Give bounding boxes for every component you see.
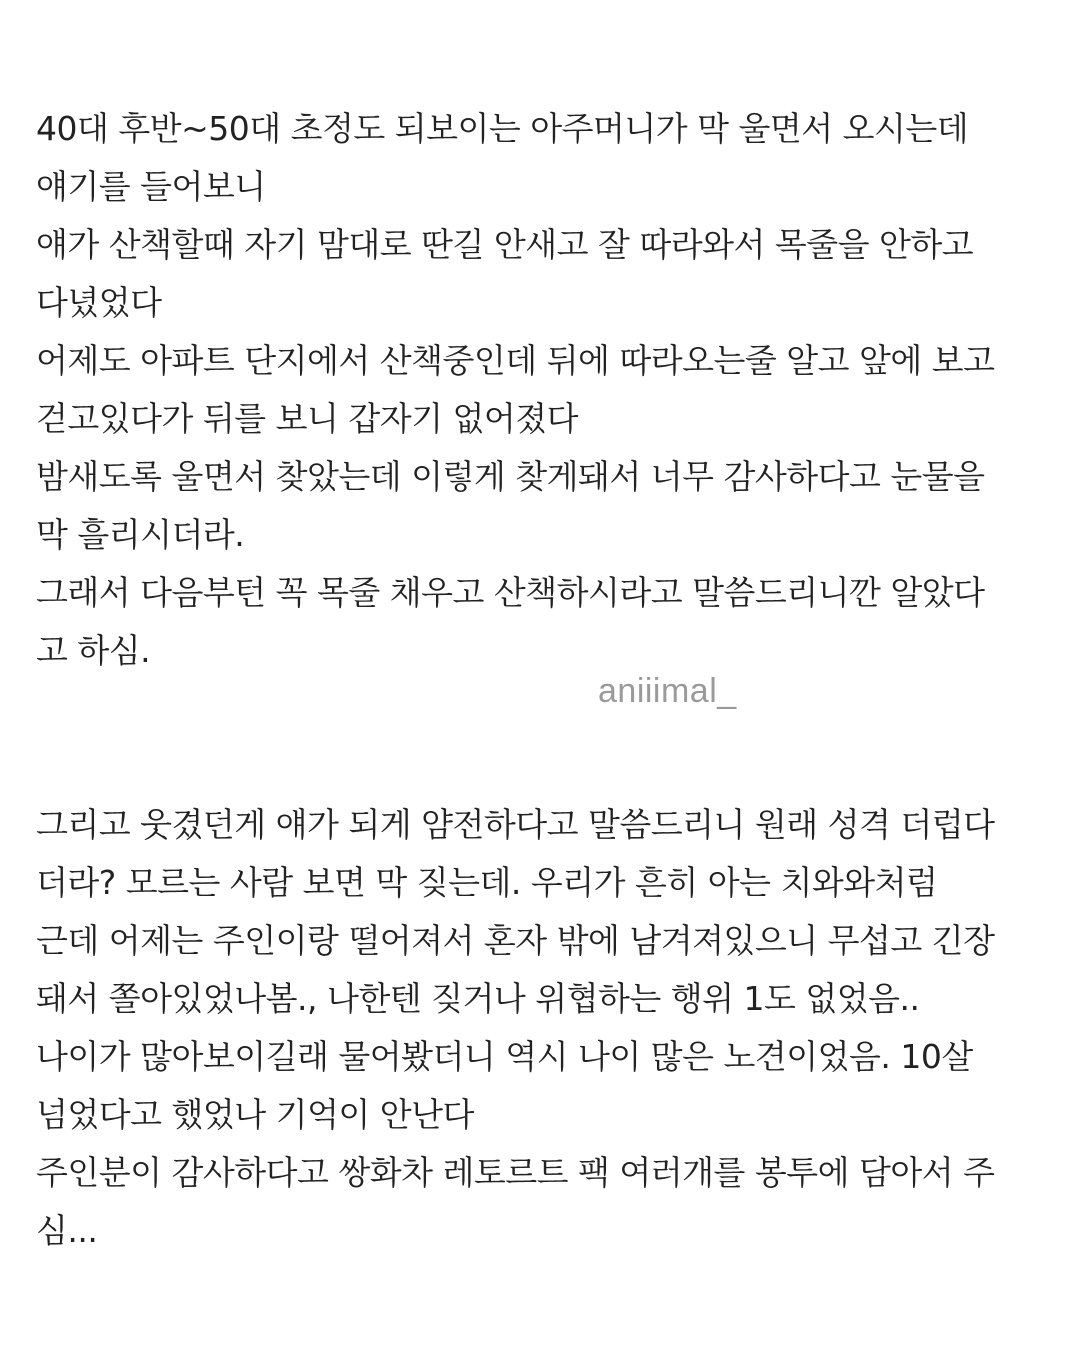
- watermark-text: aniiimal_: [598, 672, 737, 710]
- text-line: 돼서 쫄아있었나봄., 나한텐 짖거나 위협하는 행위 1도 없었음..: [36, 979, 920, 1018]
- paragraph-spacer: [36, 680, 1046, 796]
- text-line: 막 흘리시더라.: [36, 515, 245, 554]
- text-line: 고 하심.: [36, 631, 151, 670]
- text-line: 그리고 웃겼던게 얘가 되게 얌전하다고 말씀드리니 원래 성격 더럽다: [36, 805, 995, 844]
- text-line: 주인분이 감사하다고 쌍화차 레토르트 팩 여러개를 봉투에 담아서 주: [36, 1153, 995, 1192]
- text-line: 근데 어제는 주인이랑 떨어져서 혼자 밖에 남겨져있으니 무섭고 긴장: [36, 921, 995, 960]
- text-line: 얘기를 들어보니: [36, 167, 266, 206]
- text-line: 더라? 모르는 사람 보면 막 짖는데. 우리가 흔히 아는 치와와처럼: [36, 863, 938, 902]
- text-line: 심...: [36, 1211, 98, 1250]
- text-line: 얘가 산책할때 자기 맘대로 딴길 안새고 잘 따라와서 목줄을 안하고: [36, 225, 974, 264]
- text-line: 그래서 다음부턴 꼭 목줄 채우고 산책하시라고 말씀드리니깐 알았다: [36, 573, 985, 612]
- text-line: 40대 후반~50대 초정도 되보이는 아주머니가 막 울면서 오시는데: [36, 109, 969, 148]
- text-line: 나이가 많아보이길래 물어봤더니 역시 나이 많은 노견이었음. 10살: [36, 1037, 973, 1076]
- paragraph-1: [36, 100, 1046, 680]
- text-line: 다녔었다: [36, 283, 162, 322]
- paragraph-2: [36, 796, 1046, 1260]
- text-line: 걷고있다가 뒤를 보니 갑자기 없어졌다: [36, 399, 579, 438]
- text-line: 밤새도록 울면서 찾았는데 이렇게 찾게돼서 너무 감사하다고 눈물을: [36, 457, 985, 496]
- text-line: 넘었다고 했었나 기억이 안난다: [36, 1095, 474, 1134]
- post-body: [36, 100, 1046, 1260]
- text-line: 어제도 아파트 단지에서 산책중인데 뒤에 따라오는줄 알고 앞에 보고: [36, 341, 995, 380]
